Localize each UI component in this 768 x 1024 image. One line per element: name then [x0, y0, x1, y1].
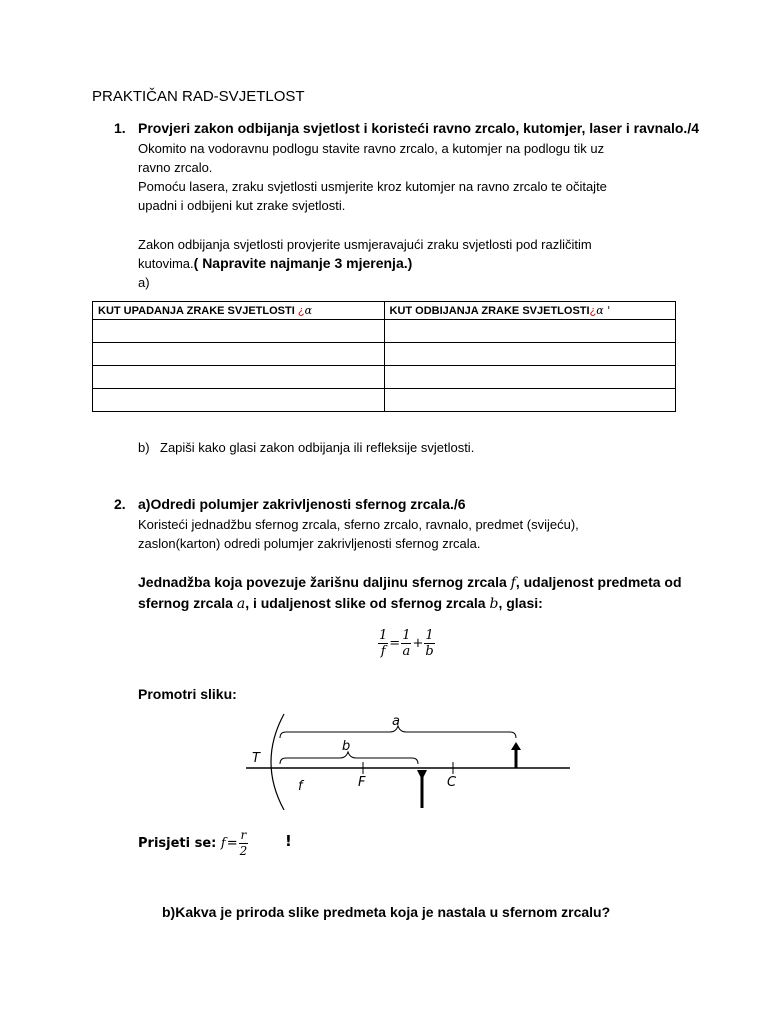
- question-1-heading: Provjeri zakon odbijanja svjetlost i koristeći ravno zrcalo, kutomjer, laser i ravnalo./4: [138, 120, 699, 136]
- table-cell[interactable]: [93, 366, 385, 389]
- label-C: C: [447, 775, 457, 790]
- table-row: [93, 320, 676, 343]
- question-1-paragraph-2: Pomoću lasera, zraku svjetlosti usmjerite kroz kutomjer na ravno zrcalo te očitajte upadni i odbijeni kut zrake svjetlosti.: [138, 179, 607, 213]
- question-2-paragraph-1: Koristeći jednadžbu sfernog zrcala, sferno zrcalo, ravnalo, predmet (svijeću), zaslon(karton) odredi polumjer zakrivljenosti sfernog zrcala.: [138, 517, 579, 551]
- instruction-emphasis: ( Napravite najmanje 3 mjerenja.): [193, 255, 413, 271]
- image-arrowhead: [417, 770, 427, 780]
- page-title: PRAKTIČAN RAD-SVJETLOST: [92, 88, 305, 105]
- table-cell[interactable]: [384, 343, 676, 366]
- table-header-row: [93, 302, 676, 320]
- question-1-paragraph-3: Zakon odbijanja svjetlosti provjerite usmjeravajući zraku svjetlosti pod različitim kutovima.( Napravite najmanje 3 mjerenja.) a): [138, 237, 592, 290]
- question-1-part-b: b) Zapiši kako glasi zakon odbijanja ili refleksije svjetlosti.: [138, 440, 475, 455]
- question-2-number: 2.: [114, 496, 126, 512]
- table-cell[interactable]: [384, 366, 676, 389]
- table-cell[interactable]: [384, 389, 676, 412]
- table-cell[interactable]: [384, 320, 676, 343]
- question-1-number: 1.: [114, 120, 126, 136]
- label-T: T: [252, 751, 260, 766]
- label-a: a: [392, 714, 400, 729]
- table-cell[interactable]: [93, 320, 385, 343]
- question-1-paragraph-1: Okomito na vodoravnu podlogu stavite ravno zrcalo, a kutomjer na podlogu tik uz ravno zrcalo.: [138, 141, 605, 175]
- reminder-formula: Prisjeti se: f= $\frac{r}{2}$: [138, 828, 248, 858]
- table-row: [93, 366, 676, 389]
- label-f: f: [298, 779, 303, 794]
- question-2-part-b: b)Kakva je priroda slike predmeta koja je nastala u sfernom zrcalu?: [162, 904, 611, 920]
- exclamation-mark: !: [285, 832, 292, 850]
- spherical-mirror-diagram: [240, 706, 580, 810]
- mirror-equation-description: Jednadžba koja povezuje žarišnu daljinu sfernog zrcala f, udaljenost predmeta od sfernog zrcala a, i udaljenost slike od sfernog zrcala b, glasi:: [138, 574, 682, 612]
- object-arrowhead: [511, 742, 521, 750]
- mirror-equation-formula: $\frac{1}{f}$ = $\frac{1}{a}$ + $\frac{1}{b}$: [379, 628, 434, 659]
- label-a: a): [138, 275, 150, 290]
- question-2-heading: a)Odredi polumjer zakrivljenosti sfernog zrcala./6: [138, 496, 466, 512]
- measurement-table: [92, 301, 676, 412]
- table-row: [93, 389, 676, 412]
- label-b: b: [342, 739, 351, 754]
- header-reflection-angle: KUT ODBIJANJA ZRAKE SVJETLOSTI¿α ': [384, 302, 676, 320]
- table-cell[interactable]: [93, 389, 385, 412]
- table-cell[interactable]: [93, 343, 385, 366]
- observe-figure-label: Promotri sliku:: [138, 686, 237, 702]
- label-F: F: [358, 775, 366, 790]
- table-row: [93, 343, 676, 366]
- mirror-arc: [271, 714, 284, 810]
- header-incidence-angle: KUT UPADANJA ZRAKE SVJETLOSTI ¿α: [93, 302, 385, 320]
